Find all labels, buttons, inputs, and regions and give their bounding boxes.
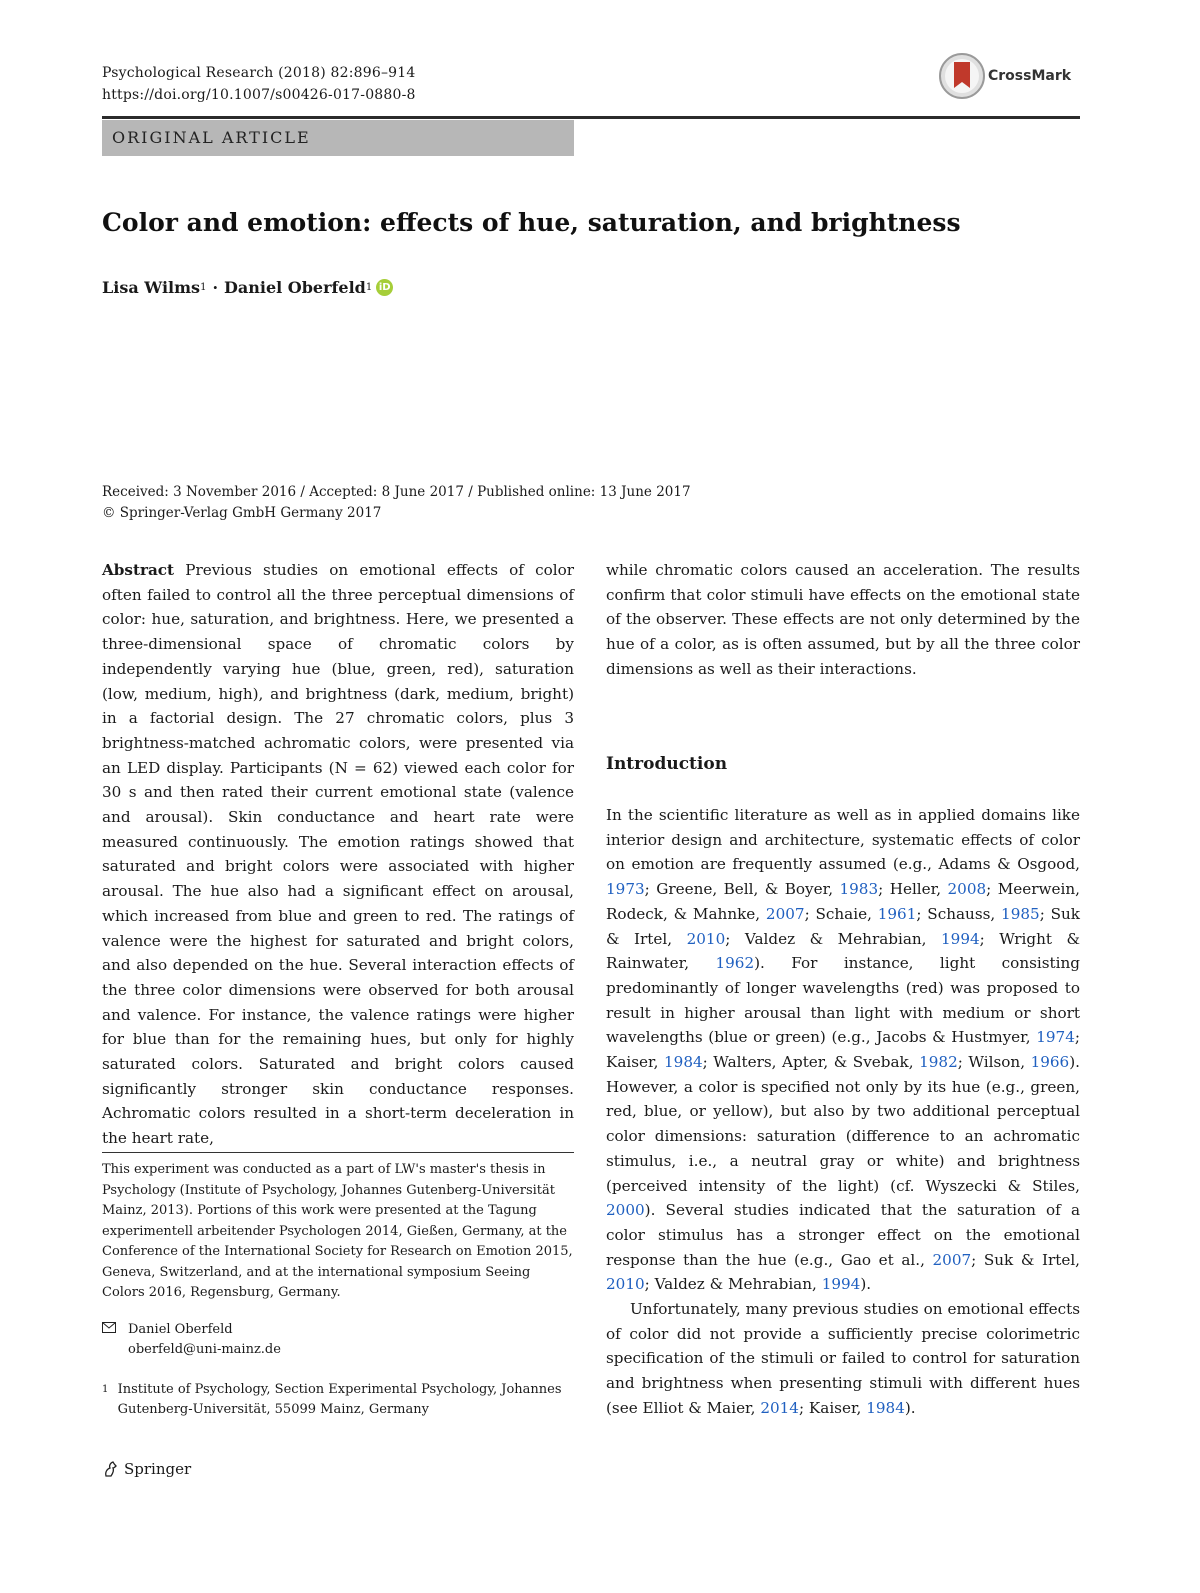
publisher-logo (102, 1460, 191, 1478)
citation-link[interactable]: 1994 (941, 929, 980, 948)
crossmark-icon (938, 52, 986, 100)
citation-link[interactable]: 2007 (765, 904, 805, 923)
citation-link[interactable]: 1962 (715, 954, 755, 973)
citation-link[interactable]: 1994 (821, 1275, 861, 1294)
doi-link[interactable]: https://doi.org/10.1007/s00426-017-0880-8 (102, 87, 416, 103)
citation-link[interactable]: 2010 (686, 929, 726, 948)
publication-dates (102, 482, 691, 524)
author-name[interactable]: Daniel Oberfeld (224, 278, 366, 297)
abstract-label: Abstract (102, 561, 175, 579)
citation-link[interactable]: 2008 (947, 880, 987, 899)
citation-link[interactable]: 1982 (919, 1053, 958, 1072)
author-list (102, 278, 393, 297)
citation-link[interactable]: 2000 (606, 1201, 645, 1220)
citation-link[interactable]: 1984 (866, 1398, 905, 1417)
citation-link[interactable]: 2014 (760, 1398, 799, 1417)
journal-line: Psychological Research (2018) 82:896–914 (102, 65, 416, 81)
paper-title: Color and emotion: effects of hue, saturation, and brightness (102, 208, 961, 237)
abstract-left-column (102, 558, 574, 1151)
orcid-icon[interactable]: iD (376, 279, 393, 296)
journal-citation (102, 62, 416, 106)
affiliation-text: Institute of Psychology, Section Experimental Psychology, Johannes Gutenberg-Universität, 55099 Mainz, Germany (117, 1382, 562, 1417)
abstract-continuation: while chromatic colors caused an acceleration. The results confirm that color stimuli have effects on the emotional state of the observer. These effects are not only determined by the hue of a color, as is often assumed, but by all the three color dimensions as well as their interactions. (606, 561, 1080, 678)
citation-link[interactable]: 1984 (664, 1053, 703, 1072)
author-separator: · (212, 278, 219, 297)
author-affiliation-marker: 1 (365, 282, 373, 293)
funding-footnote: This experiment was conducted as a part of LW's master's thesis in Psychology (Institute of Psychology, Johannes Gutenberg-Universität Mainz, 2013). Portions of this work were presented at the Tagung experimentell arbeitender Psychologen 2014, Gießen, Germany, at the Conference of the International Society for Research on Emotion 2015, Geneva, Switzerland, and at the international symposium Seeing Colors 2016, Regensburg, Germany. (102, 1162, 573, 1300)
abstract-right-column (606, 558, 1080, 682)
intro-paragraph-1: In the scientific literature as well as in applied domains like interior design and architecture, systematic effects of color on emotion are frequently assumed (e.g., Adams & Osgood, 1973; Greene, Bell, & Boyer, 1983; Heller, 2008; Meerwein, Rodeck, & Mahnke, 2007; Schaie, 1961; Schauss, 1985; Suk & Irtel, 2010; Valdez & Mehrabian, 1994; Wright & Rainwater, 1962). For instance, light consisting predominantly of longer wavelengths (red) was proposed to result in higher arousal than light with medium or short wavelengths (blue or green) (e.g., Jacobs & Hustmyer, 1974; Kaiser, 1984; Walters, Apter, & Svebak, 1982; Wilson, 1966). However, a color is specified not only by its hue (e.g., green, red, blue, or yellow), but also by two additional perceptual color dimensions: saturation (difference to an achromatic stimulus, i.e., a neutral gray or white) and brightness (perceived intensity of the light) (cf. Wyszecki & Stiles, 2000). Several studies indicated that the saturation of a color stimulus has a stronger effect on the emotional response than the hue (e.g., Gao et al., 2007; Suk & Irtel, 2010; Valdez & Mehrabian, 1994). (606, 806, 1081, 1294)
article-type-banner (102, 120, 574, 156)
citation-link[interactable]: 2010 (606, 1275, 645, 1294)
crossmark-badge[interactable] (938, 50, 1083, 102)
section-heading-introduction: Introduction (606, 754, 728, 774)
author-name[interactable]: Lisa Wilms (102, 278, 201, 297)
abstract-text: Previous studies on emotional effects of color often failed to control all the three perceptual dimensions of color: hue, saturation, and brightness. Here, we presented a three-dimensional space of chromatic colors by independently varying hue (blue, green, red), saturation (low, medium, high), and brightness (dark, medium, bright) in a factorial design. The 27 chromatic colors, plus 3 brightness-matched achromatic colors, were presented via an LED display. Participants (N = 62) viewed each color for 30 s and then rated their current emotional state (valence and arousal). Skin conductance and heart rate were measured continuously. The emotion ratings showed that saturated and bright colors were associated with higher arousal. The hue also had a significant effect on arousal, which increased from blue and green to red. The ratings of valence were the highest for saturated and bright colors, and also depended on the hue. Several interaction effects of the three color dimensions were observed for both arousal and valence. For instance, the valence ratings were higher for blue than for the remaining hues, but only for highly saturated colors. Saturated and bright colors caused significantly stronger skin conductance responses. Achromatic colors resulted in a short-term deceleration in the heart rate, (102, 561, 575, 1148)
corresponding-author (102, 1320, 574, 1360)
citation-link[interactable]: 1983 (839, 880, 879, 899)
springer-horse-icon (102, 1460, 120, 1478)
received-accepted-published: Received: 3 November 2016 / Accepted: 8 June 2017 / Published online: 13 June 2017 (102, 484, 691, 500)
header-rule (102, 116, 1080, 119)
intro-paragraph-2: Unfortunately, many previous studies on emotional effects of color did not provide a sufficiently precise colorimetric specification of the stimuli or failed to control for saturation and brightness when presenting stimuli with different hues (see Elliot & Maier, 2014; Kaiser, 1984). (606, 1300, 1080, 1417)
introduction-body (606, 803, 1080, 1421)
affiliation-number: 1 (102, 1384, 109, 1395)
author-affiliation-marker: 1 (200, 282, 207, 293)
footnote-rule (102, 1152, 574, 1153)
envelope-icon (102, 1320, 128, 1360)
citation-link[interactable]: 1985 (1001, 904, 1040, 923)
copyright-line: © Springer-Verlag GmbH Germany 2017 (102, 505, 382, 521)
publisher-name: Springer (124, 1460, 192, 1478)
contact-email[interactable]: oberfeld@uni-mainz.de (128, 1342, 281, 1357)
citation-link[interactable]: 1961 (877, 904, 917, 923)
crossmark-label: CrossMark (988, 68, 1072, 84)
citation-link[interactable]: 1966 (1030, 1053, 1070, 1072)
citation-link[interactable]: 2007 (932, 1250, 972, 1269)
citation-link[interactable]: 1973 (606, 880, 645, 899)
citation-link[interactable]: 1974 (1036, 1028, 1075, 1047)
contact-name: Daniel Oberfeld (128, 1322, 233, 1337)
affiliation (102, 1380, 574, 1420)
article-type-label: ORIGINAL ARTICLE (112, 128, 311, 147)
